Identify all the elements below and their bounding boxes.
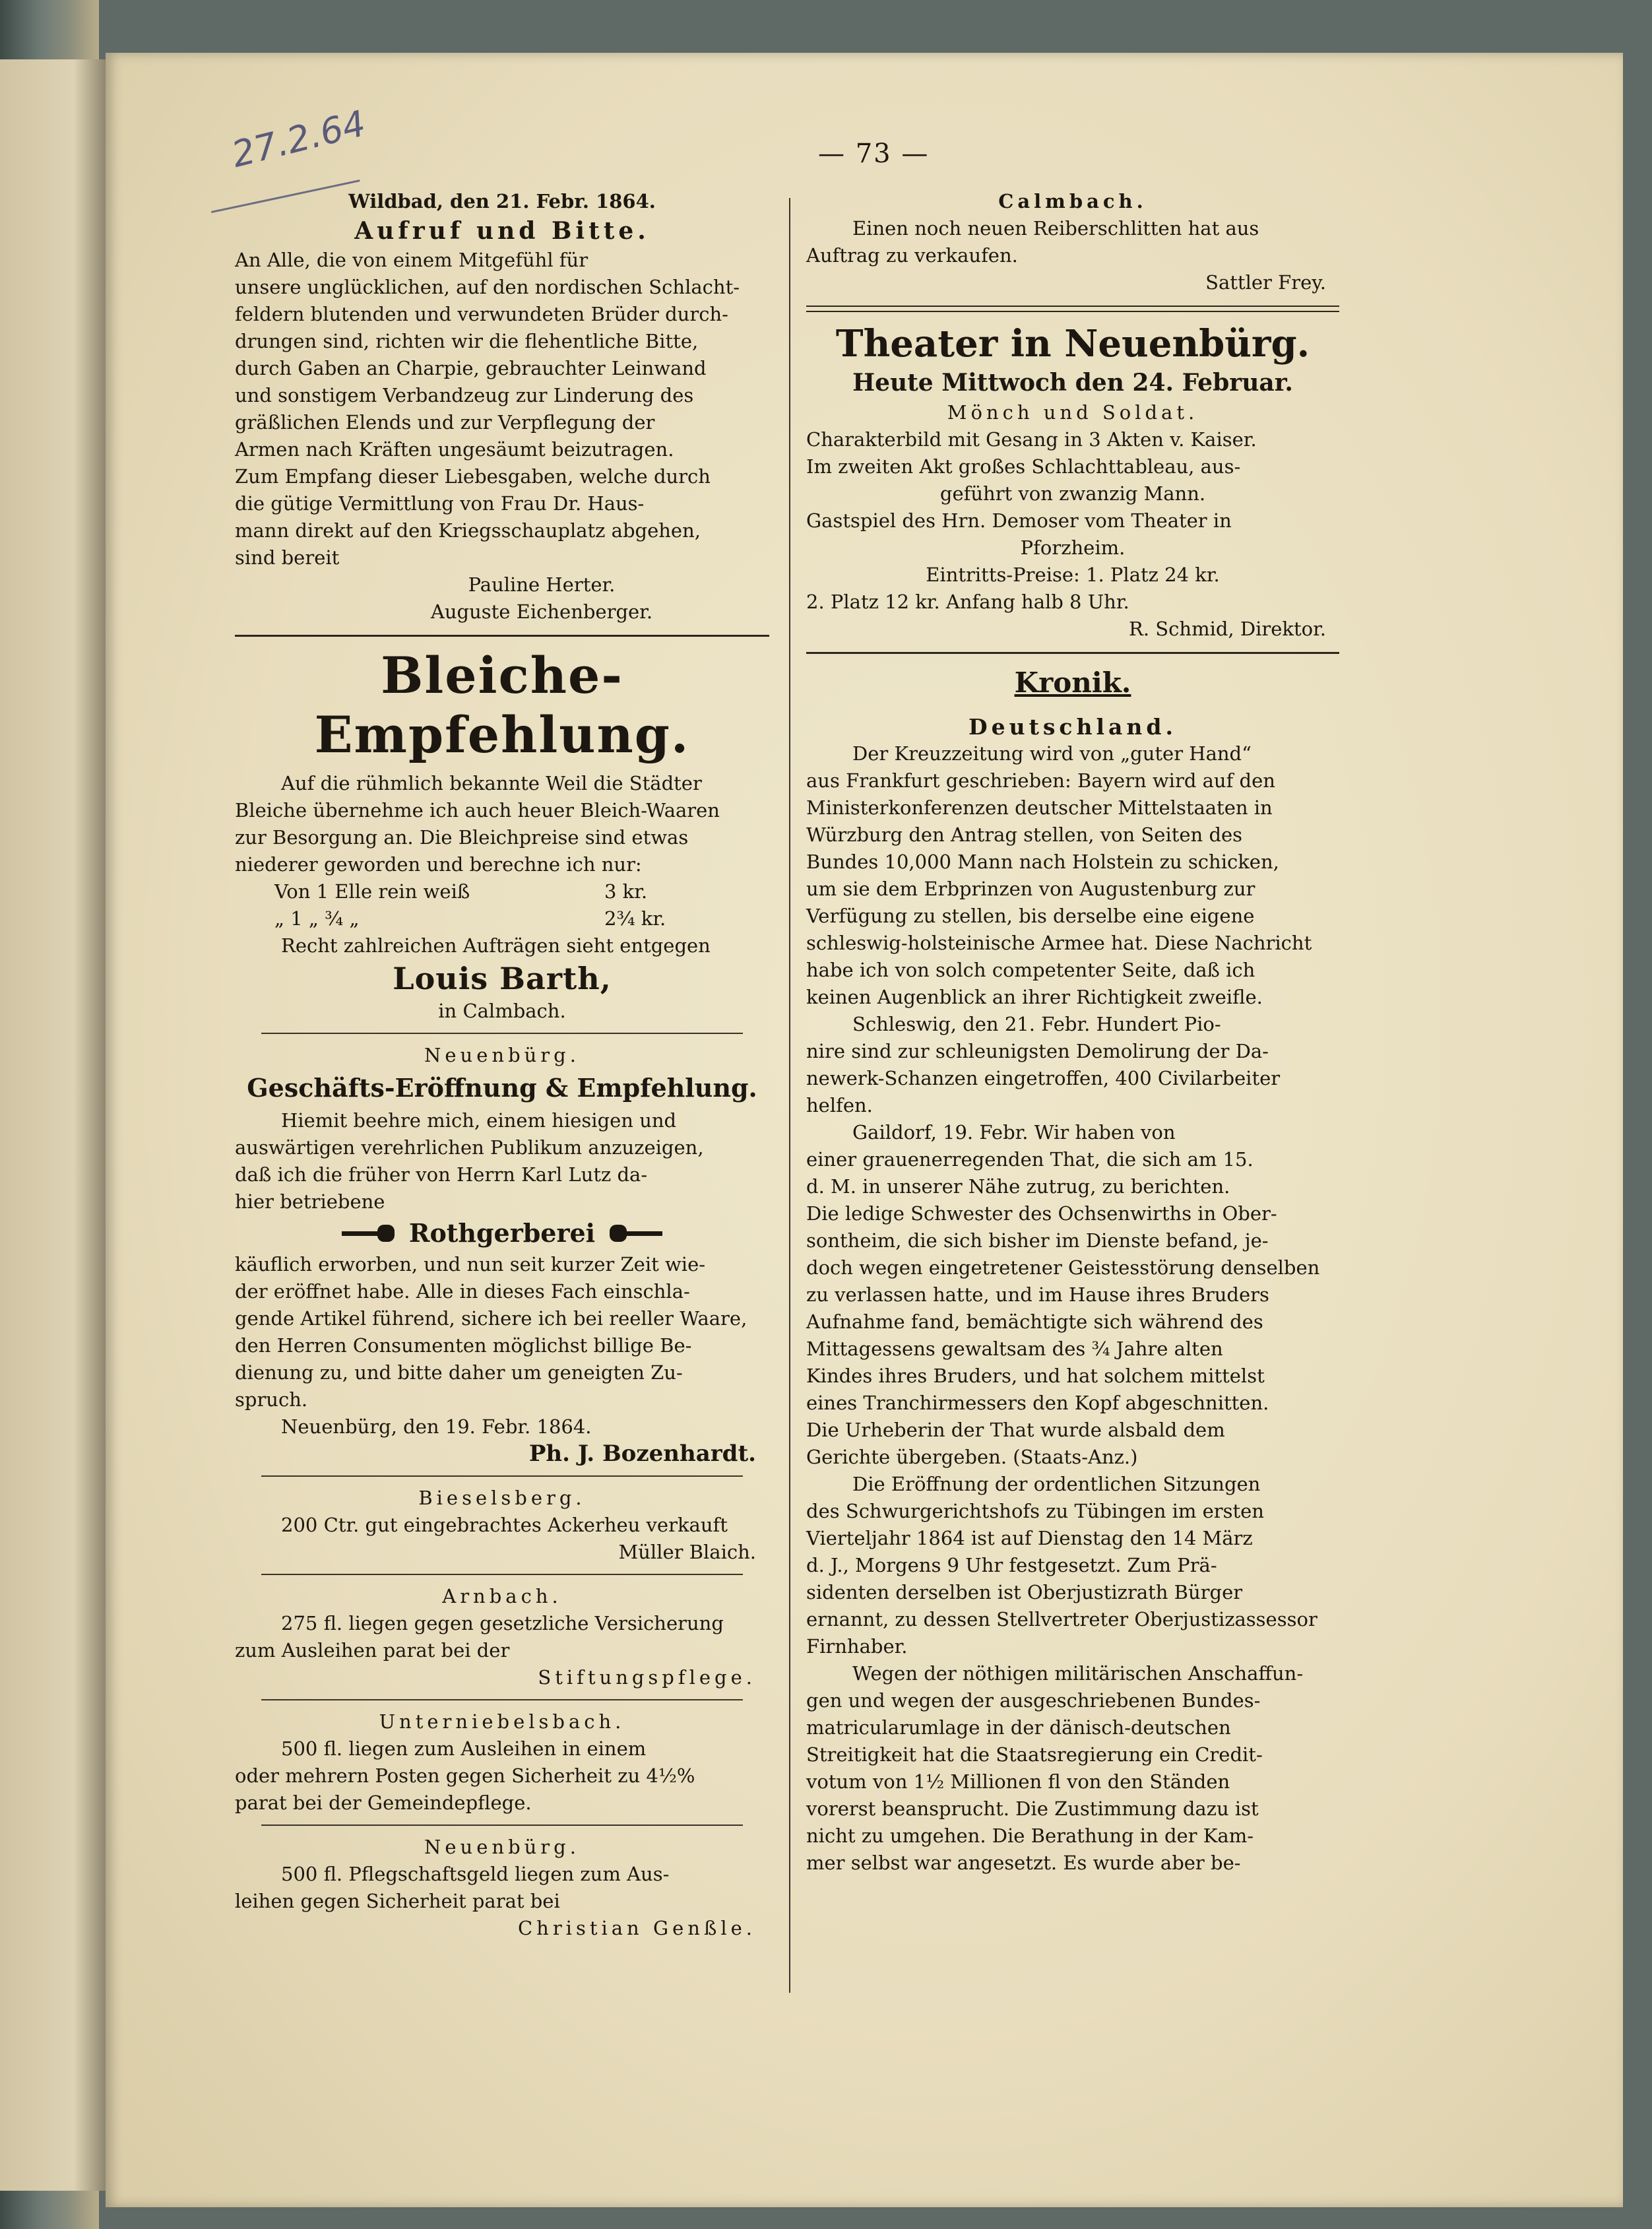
text-line: nicht zu umgehen. Die Berathung in der Kam- xyxy=(806,1825,1254,1847)
text-line: Bleiche übernehme ich auch heuer Bleich-Waaren xyxy=(235,799,720,822)
text-line: Bundes 10,000 Mann nach Holstein zu schicken, xyxy=(806,851,1279,873)
text-line: 200 Ctr. gut eingebrachtes Ackerheu verkauft xyxy=(281,1514,728,1536)
text-line: einer grauenerregenden That, die sich am 15. xyxy=(806,1148,1254,1171)
text-line: newerk-Schanzen eingetroffen, 400 Civilarbeiter xyxy=(806,1067,1281,1089)
notice-heading: Aufruf und Bitte. xyxy=(354,217,650,245)
trade-banner xyxy=(235,1215,769,1251)
place-heading: Unterniebelsbach. xyxy=(379,1710,625,1733)
text-line: Hiemit beehre mich, einem hiesigen und xyxy=(281,1109,677,1132)
text-line: drungen sind, richten wir die flehentliche Bitte, xyxy=(235,330,699,352)
ad-arnbach xyxy=(235,1583,769,1691)
text-line: Vierteljahr 1864 ist auf Dienstag den 14 März xyxy=(806,1527,1253,1549)
text-line: des Schwurgerichtshofs zu Tübingen im ersten xyxy=(806,1500,1264,1522)
text-line: den Herren Consumenten möglichst billige Be- xyxy=(235,1334,692,1357)
advertiser-place: in Calmbach. xyxy=(438,1000,566,1022)
text-line: mer selbst war angesetzt. Es wurde aber be- xyxy=(806,1852,1241,1874)
text-line: Kindes ihres Bruders, und hat solchem mittelst xyxy=(806,1365,1265,1387)
text-line: geführt von zwanzig Mann. xyxy=(939,482,1206,505)
news-paragraph xyxy=(806,1119,1339,1471)
page-number: — 73 — xyxy=(818,139,930,169)
text-line: leihen gegen Sicherheit parat bei xyxy=(235,1890,560,1912)
text-line: Gerichte übergeben. (Staats-Anz.) xyxy=(806,1446,1138,1468)
signature: Sattler Frey. xyxy=(1205,271,1326,294)
dateline: Neuenbürg, den 19. Febr. 1864. xyxy=(281,1415,592,1438)
text-line: zur Besorgung an. Die Bleichpreise sind etwas xyxy=(235,826,689,849)
ad-title: Bleiche-Empfehlung. xyxy=(314,646,690,764)
section-rule xyxy=(261,1574,743,1575)
trade-name: Rothgerberei xyxy=(408,1218,596,1248)
news-kronik xyxy=(806,663,1339,1877)
text-line: um sie dem Erbprinzen von Augustenburg zur xyxy=(806,878,1255,900)
price-item: Von 1 Elle rein weiß xyxy=(274,880,470,903)
price-value: 2¾ kr. xyxy=(604,907,666,930)
section-title: Kronik. xyxy=(1014,666,1131,699)
text-line: matricularumlage in der dänisch-deutschen xyxy=(806,1716,1231,1739)
text-line: Charakterbild mit Gesang in 3 Akten v. Kaiser. xyxy=(806,428,1257,451)
text-line: Verfügung zu stellen, bis derselbe eine eigene xyxy=(806,905,1255,927)
text-line: unsere unglücklichen, auf den nordischen Schlacht- xyxy=(235,276,740,298)
ad-title: Theater in Neuenbürg. xyxy=(835,322,1310,366)
performance-date: Heute Mittwoch den 24. Februar. xyxy=(852,369,1293,397)
text-line: 500 fl. liegen zum Ausleihen in einem xyxy=(281,1737,647,1760)
text-line: parat bei der Gemeindepflege. xyxy=(235,1792,532,1814)
text-line: mann direkt auf den Kriegsschauplatz abgehen, xyxy=(235,519,701,542)
text-line: Die ledige Schwester des Ochsenwirths in Ober- xyxy=(806,1202,1277,1225)
text-line: ernannt, zu dessen Stellvertreter Oberjustizassessor xyxy=(806,1608,1318,1631)
text-line: Im zweiten Akt großes Schlachttableau, aus- xyxy=(806,455,1241,478)
text-line: Gastspiel des Hrn. Demoser vom Theater in xyxy=(806,509,1232,532)
text-line: hier betriebene xyxy=(235,1190,385,1213)
news-paragraph xyxy=(806,1660,1339,1877)
ad-calmbach xyxy=(806,188,1339,296)
text-line: schleswig-holsteinische Armee hat. Diese Nachricht xyxy=(806,932,1312,954)
news-paragraph xyxy=(806,740,1339,1011)
text-line: 500 fl. Pflegschaftsgeld liegen zum Aus- xyxy=(281,1863,670,1885)
section-rule xyxy=(261,1475,743,1477)
ad-geschaeft xyxy=(235,1042,769,1468)
text-line: habe ich von solch competenter Seite, daß ich xyxy=(806,959,1255,981)
section-rule xyxy=(806,306,1339,312)
text-line: sontheim, die sich bisher im Dienste befand, je- xyxy=(806,1229,1269,1252)
text-line: niederer geworden und berechne ich nur: xyxy=(235,853,642,876)
news-paragraph xyxy=(806,1471,1339,1660)
text-line: Auftrag zu verkaufen. xyxy=(806,244,1018,267)
text-line: Firnhaber. xyxy=(806,1635,908,1658)
text-line: Wegen der nöthigen militärischen Anschaffun- xyxy=(852,1662,1304,1685)
facing-page-edge xyxy=(0,59,106,2191)
ad-bleiche xyxy=(235,646,769,1025)
column-divider xyxy=(789,198,790,1993)
text-line: Gaildorf, 19. Febr. Wir haben von xyxy=(852,1121,1176,1144)
text-line: daß ich die früher von Herrn Karl Lutz da- xyxy=(235,1163,648,1186)
left-column xyxy=(235,188,769,1942)
text-line: Zum Empfang dieser Liebesgaben, welche durch xyxy=(235,465,711,488)
place-heading: Neuenbürg. xyxy=(424,1044,580,1066)
text-line: sind bereit xyxy=(235,546,340,569)
pointing-hand-icon xyxy=(607,1223,662,1243)
text-line: keinen Augenblick an ihrer Richtigkeit zweifle. xyxy=(806,986,1263,1008)
dateline: Wildbad, den 21. Febr. 1864. xyxy=(348,190,656,212)
text-line: die gütige Vermittlung von Frau Dr. Haus- xyxy=(235,492,645,515)
play-title: Mönch und Soldat. xyxy=(947,401,1199,424)
price-row xyxy=(235,905,769,932)
price-value: 3 kr. xyxy=(604,880,648,903)
text-line: Die Eröffnung der ordentlichen Sitzungen xyxy=(852,1473,1261,1495)
text-line: Mittagessens gewaltsam des ¾ Jahre alten xyxy=(806,1338,1223,1360)
signature: Christian Genßle. xyxy=(517,1917,756,1939)
text-line: d. J., Morgens 9 Uhr festgesetzt. Zum Prä- xyxy=(806,1554,1217,1576)
text-line: gräßlichen Elends und zur Verpflegung der xyxy=(235,411,655,434)
text-line: durch Gaben an Charpie, gebrauchter Leinwand xyxy=(235,357,707,379)
price-row xyxy=(235,878,769,905)
text-line: Aufnahme fand, bemächtigte sich während des xyxy=(806,1310,1263,1333)
place-heading: Bieselsberg. xyxy=(418,1487,586,1509)
text-line: käuflich erworben, und nun seit kurzer Zeit wie- xyxy=(235,1253,706,1276)
ad-theater xyxy=(806,321,1339,643)
text-line: 2. Platz 12 kr. Anfang halb 8 Uhr. xyxy=(806,591,1129,613)
text-line: oder mehrern Posten gegen Sicherheit zu 4½% xyxy=(235,1764,695,1787)
signature: R. Schmid, Direktor. xyxy=(1129,618,1326,640)
text-line: An Alle, die von einem Mitgefühl für xyxy=(235,249,588,271)
text-line: votum von 1½ Millionen fl von den Ständen xyxy=(806,1770,1230,1793)
section-rule xyxy=(235,635,769,637)
text-line: gen und wegen der ausgeschriebenen Bundes- xyxy=(806,1689,1261,1712)
ad-title: Geschäfts-Eröffnung & Empfehlung. xyxy=(247,1073,757,1103)
text-line: auswärtigen verehrlichen Publikum anzuzeigen, xyxy=(235,1136,704,1159)
pointing-hand-icon xyxy=(342,1223,397,1243)
place-heading: Calmbach. xyxy=(998,190,1147,212)
ad-bieselsberg xyxy=(235,1485,769,1566)
text-line: doch wegen eingetretener Geistesstörung denselben xyxy=(806,1256,1320,1279)
notice-wildbad xyxy=(235,188,769,626)
signature: Stiftungspflege. xyxy=(538,1666,756,1689)
text-line: und sonstigem Verbandzeug zur Linderung des xyxy=(235,384,694,406)
text-line: Recht zahlreichen Aufträgen sieht entgegen xyxy=(281,934,711,957)
text-line: zum Ausleihen parat bei der xyxy=(235,1639,510,1662)
text-line: Streitigkeit hat die Staatsregierung ein Credit- xyxy=(806,1743,1263,1766)
price-item: „ 1 „ ¾ „ xyxy=(274,907,360,930)
section-rule xyxy=(806,652,1339,654)
text-line: Schleswig, den 21. Febr. Hundert Pio- xyxy=(852,1013,1221,1035)
place-heading: Neuenbürg. xyxy=(424,1836,580,1858)
text-line: Armen nach Kräften ungesäumt beizutragen. xyxy=(235,438,674,461)
text-line: Der Kreuzzeitung wird von „guter Hand“ xyxy=(852,742,1252,765)
text-line: helfen. xyxy=(806,1094,873,1116)
text-line: dienung zu, und bitte daher um geneigten Zu- xyxy=(235,1361,683,1384)
text-line: zu verlassen hatte, und im Hause ihres Bruders xyxy=(806,1283,1269,1306)
signature: Ph. J. Bozenhardt. xyxy=(528,1440,756,1467)
text-line: gende Artikel führend, sichere ich bei reeller Waare, xyxy=(235,1307,747,1330)
text-line: Einen noch neuen Reiberschlitten hat aus xyxy=(852,217,1259,240)
section-rule xyxy=(261,1699,743,1700)
text-line: 275 fl. liegen gegen gesetzliche Versicherung xyxy=(281,1612,724,1634)
country-heading: Deutschland. xyxy=(969,714,1177,740)
text-line: eines Tranchirmessers den Kopf abgeschnitten. xyxy=(806,1392,1269,1414)
text-line: spruch. xyxy=(235,1388,308,1411)
signature: Müller Blaich. xyxy=(618,1541,756,1563)
ad-neuenbuerg xyxy=(235,1834,769,1942)
handwritten-annotation: 27.2.64 xyxy=(228,102,370,176)
text-line: Die Urheberin der That wurde alsbald dem xyxy=(806,1419,1225,1441)
text-line: nire sind zur schleunigsten Demolirung der Da- xyxy=(806,1040,1269,1062)
text-line: Würzburg den Antrag stellen, von Seiten des xyxy=(806,824,1243,846)
text-line: sidenten derselben ist Oberjustizrath Bürger xyxy=(806,1581,1243,1603)
section-rule xyxy=(261,1825,743,1826)
text-line: vorerst beansprucht. Die Zustimmung dazu ist xyxy=(806,1797,1259,1820)
text-line: aus Frankfurt geschrieben: Bayern wird auf den xyxy=(806,769,1275,792)
text-line: feldern blutenden und verwundeten Brüder durch- xyxy=(235,303,728,325)
text-line: Auf die rühmlich bekannte Weil die Städter xyxy=(281,772,702,794)
text-line: d. M. in unserer Nähe zutrug, zu berichten. xyxy=(806,1175,1230,1198)
text-line: Pforzheim. xyxy=(1020,536,1126,559)
advertiser-name: Louis Barth, xyxy=(393,961,612,996)
ad-unterniebelsbach xyxy=(235,1708,769,1817)
place-heading: Arnbach. xyxy=(442,1585,562,1607)
section-rule xyxy=(261,1033,743,1034)
text-line: Ministerkonferenzen deutscher Mittelstaaten in xyxy=(806,796,1273,819)
text-line: Eintritts-Preise: 1. Platz 24 kr. xyxy=(926,564,1220,586)
news-paragraph xyxy=(806,1011,1339,1119)
text-line: der eröffnet habe. Alle in dieses Fach einschla- xyxy=(235,1280,690,1303)
signature: Auguste Eichenberger. xyxy=(430,600,653,623)
right-column xyxy=(806,188,1339,1877)
signature: Pauline Herter. xyxy=(468,573,616,596)
